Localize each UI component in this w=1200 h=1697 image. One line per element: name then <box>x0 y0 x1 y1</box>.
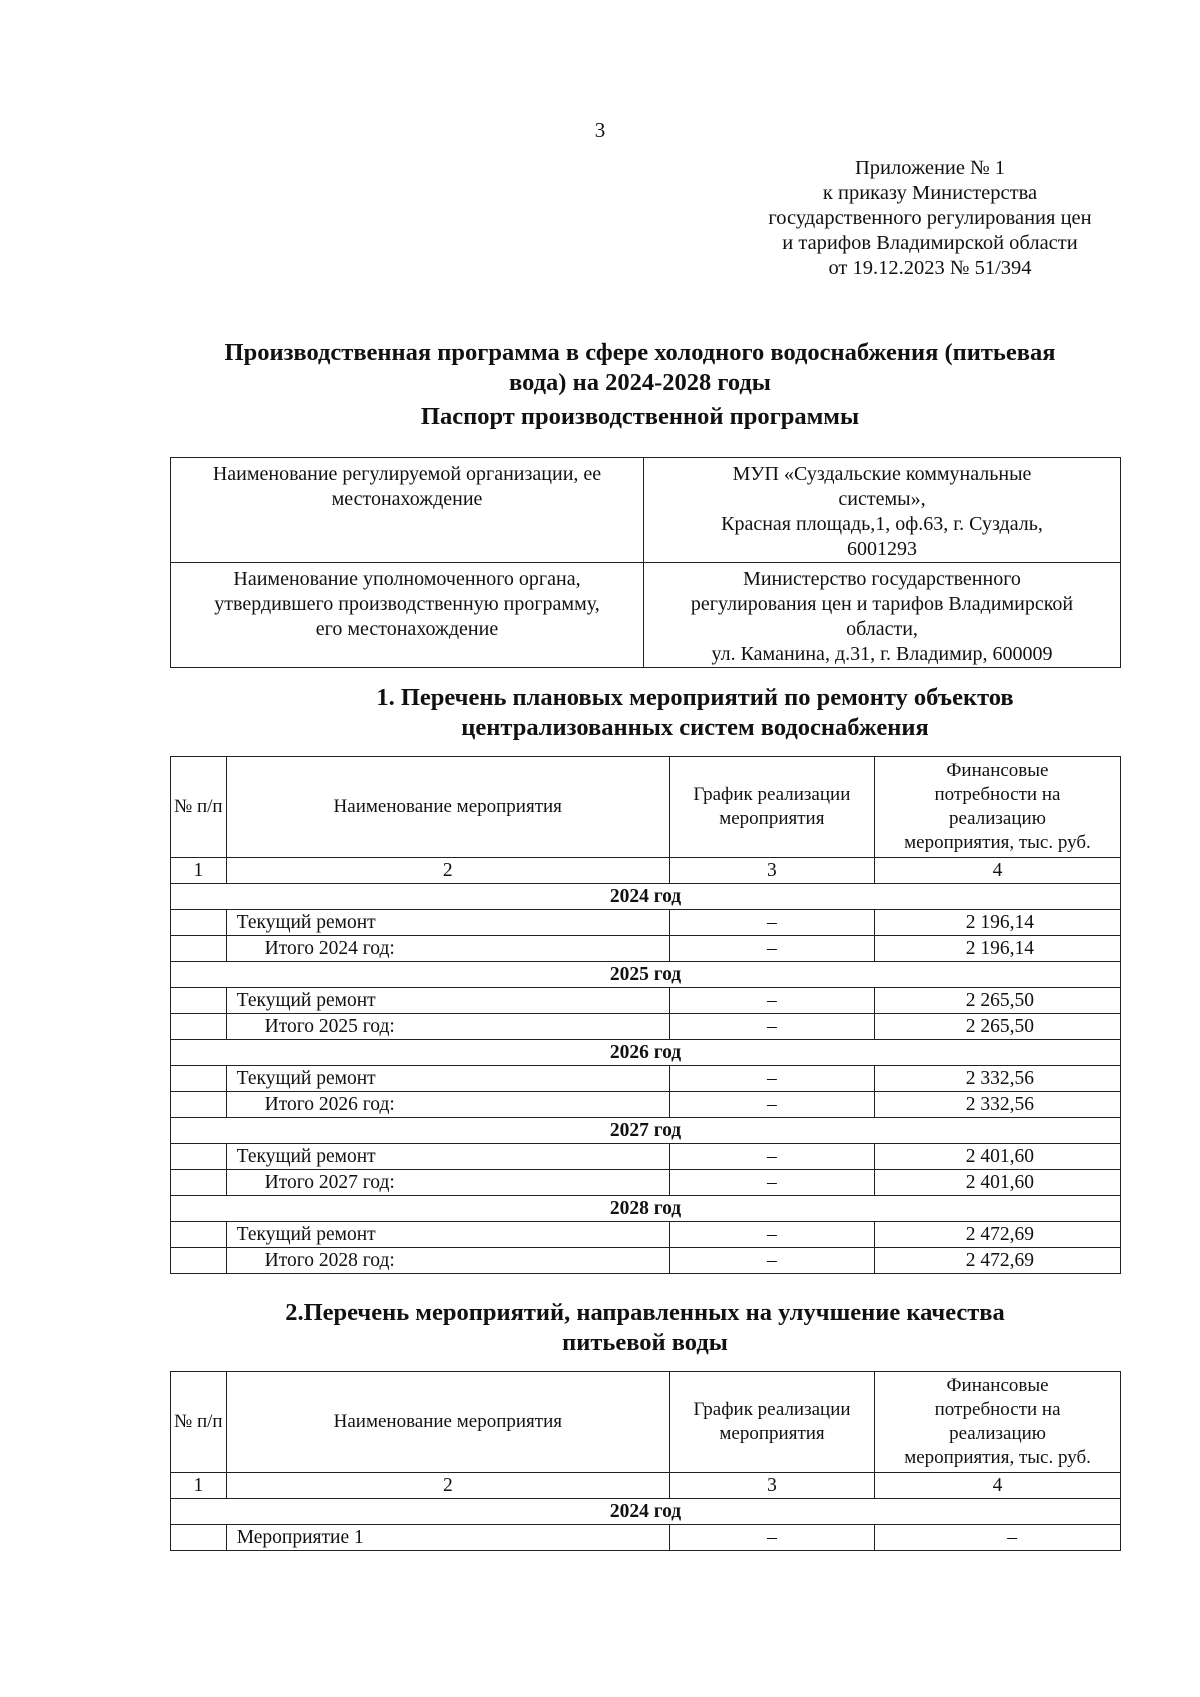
header-line: реализацию <box>949 808 1046 829</box>
header-line: мероприятия, тыс. руб. <box>904 832 1091 853</box>
header-line: График реализации <box>693 1399 851 1420</box>
total-amount: 2 472,69 <box>874 1248 1120 1274</box>
activity-amount: 2 265,50 <box>874 988 1120 1014</box>
activity-schedule: – <box>669 1066 874 1092</box>
activity-schedule: – <box>669 1144 874 1170</box>
total-schedule: – <box>669 1248 874 1274</box>
activity-name: Текущий ремонт <box>226 910 669 936</box>
year-row <box>171 884 1121 910</box>
total-amount: 2 265,50 <box>874 1014 1120 1040</box>
total-schedule: – <box>669 1170 874 1196</box>
col-number: 3 <box>669 1473 874 1499</box>
value-line: регулирования цен и тарифов Владимирской <box>690 593 1074 615</box>
total-label: Итого 2027 год: <box>226 1170 669 1196</box>
header-line: График реализации <box>693 784 851 805</box>
column-number-row <box>171 1473 1121 1499</box>
appendix-line: государственного регулирования цен <box>768 207 1092 229</box>
year-row <box>171 1499 1121 1525</box>
col-number: 3 <box>669 858 874 884</box>
year-label: 2028 год <box>171 1196 1121 1222</box>
year-row <box>171 1118 1121 1144</box>
section1-title <box>260 683 1130 743</box>
activity-amount: 2 196,14 <box>874 910 1120 936</box>
section-title-line: 2.Перечень мероприятий, направленных на улучшение качества <box>285 1299 1005 1326</box>
header-line: мероприятия <box>719 1423 825 1444</box>
total-row <box>171 1092 1121 1118</box>
year-label: 2024 год <box>171 884 1121 910</box>
activity-name: Текущий ремонт <box>226 988 669 1014</box>
section-title-line: 1. Перечень плановых мероприятий по ремонту объектов <box>376 684 1014 711</box>
header-num: № п/п <box>171 1372 227 1473</box>
activity-schedule: – <box>669 1525 874 1551</box>
header-line: потребности на <box>934 784 1061 805</box>
passport-row <box>171 458 1121 563</box>
total-label: Итого 2024 год: <box>226 936 669 962</box>
year-row <box>171 1040 1121 1066</box>
appendix-block <box>735 156 1125 281</box>
appendix-line: к приказу Министерства <box>822 182 1038 204</box>
passport-row <box>171 563 1121 668</box>
value-line: системы», <box>838 488 926 510</box>
year-label: 2025 год <box>171 962 1121 988</box>
total-row <box>171 1170 1121 1196</box>
year-row <box>171 962 1121 988</box>
value-line: Красная площадь,1, оф.63, г. Суздаль, <box>721 513 1043 535</box>
section-title-line: питьевой воды <box>562 1329 728 1356</box>
appendix-line: Приложение № 1 <box>854 157 1006 179</box>
total-schedule: – <box>669 936 874 962</box>
header-line: мероприятия, тыс. руб. <box>904 1447 1091 1468</box>
activity-name: Текущий ремонт <box>226 1066 669 1092</box>
appendix-line: и тарифов Владимирской области <box>782 232 1078 254</box>
label-line: Наименование уполномоченного органа, <box>233 568 581 590</box>
total-label: Итого 2026 год: <box>226 1092 669 1118</box>
year-label: 2024 год <box>171 1499 1121 1525</box>
activity-amount: 2 401,60 <box>874 1144 1120 1170</box>
header-line: Финансовые <box>946 1375 1049 1396</box>
passport-value <box>644 563 1121 668</box>
title-line: вода) на 2024-2028 годы <box>509 369 771 396</box>
appendix-line: от 19.12.2023 № 51/394 <box>828 257 1032 279</box>
value-line: 6001293 <box>847 538 917 560</box>
header-name: Наименование мероприятия <box>226 1372 669 1473</box>
total-amount: 2 332,56 <box>874 1092 1120 1118</box>
section-title-line: централизованных систем водоснабжения <box>461 714 929 741</box>
col-number: 2 <box>226 1473 669 1499</box>
total-amount: 2 401,60 <box>874 1170 1120 1196</box>
header-finance <box>875 1372 1121 1473</box>
total-schedule: – <box>669 1014 874 1040</box>
activity-name: Мероприятие 1 <box>226 1525 669 1551</box>
total-row <box>171 1248 1121 1274</box>
total-row <box>171 1014 1121 1040</box>
header-line: Финансовые <box>946 760 1049 781</box>
header-num: № п/п <box>171 757 227 858</box>
table-row <box>171 1525 1121 1551</box>
header-line: потребности на <box>934 1399 1061 1420</box>
activity-name: Текущий ремонт <box>226 1222 669 1248</box>
total-label: Итого 2028 год: <box>226 1248 669 1274</box>
value-line: области, <box>846 618 918 640</box>
year-label: 2027 год <box>171 1118 1121 1144</box>
passport-table <box>170 457 1121 668</box>
water-quality-activities-table <box>170 1371 1121 1551</box>
activity-name: Текущий ремонт <box>226 1144 669 1170</box>
table-row <box>171 1222 1121 1248</box>
col-number: 4 <box>874 858 1120 884</box>
activity-schedule: – <box>669 988 874 1014</box>
passport-value <box>644 458 1121 563</box>
passport-label <box>171 563 644 668</box>
label-line: утвердившего производственную программу, <box>214 593 600 615</box>
col-number: 1 <box>171 858 227 884</box>
table-header-row <box>171 1372 1121 1473</box>
table-row <box>171 1144 1121 1170</box>
header-name: Наименование мероприятия <box>226 757 669 858</box>
total-label: Итого 2025 год: <box>226 1014 669 1040</box>
table-row <box>171 1066 1121 1092</box>
passport-title: Паспорт производственной программы <box>420 403 860 430</box>
repair-activities-table <box>170 756 1121 1274</box>
header-finance <box>874 757 1120 858</box>
total-row <box>171 936 1121 962</box>
column-number-row <box>171 858 1121 884</box>
value-line: ул. Каманина, д.31, г. Владимир, 600009 <box>711 643 1053 665</box>
header-line: мероприятия <box>719 808 825 829</box>
header-schedule <box>669 1372 874 1473</box>
activity-amount: 2 472,69 <box>874 1222 1120 1248</box>
col-number: 1 <box>171 1473 227 1499</box>
page-number: 3 <box>594 118 606 142</box>
year-row <box>171 1196 1121 1222</box>
activity-amount: 2 332,56 <box>874 1066 1120 1092</box>
table-header-row <box>171 757 1121 858</box>
value-line: МУП «Суздальские коммунальные <box>732 463 1032 485</box>
col-number: 4 <box>875 1473 1121 1499</box>
table-row <box>171 910 1121 936</box>
header-line: реализацию <box>949 1423 1046 1444</box>
activity-schedule: – <box>669 910 874 936</box>
title-line: Производственная программа в сфере холодного водоснабжения (питьевая <box>224 339 1056 366</box>
activity-schedule: – <box>669 1222 874 1248</box>
year-label: 2026 год <box>171 1040 1121 1066</box>
label-line: его местонахождение <box>315 618 499 640</box>
total-amount: 2 196,14 <box>874 936 1120 962</box>
section2-title <box>170 1298 1120 1358</box>
activity-amount: – <box>875 1525 1121 1551</box>
table-row <box>171 988 1121 1014</box>
col-number: 2 <box>226 858 669 884</box>
header-schedule <box>669 757 874 858</box>
value-line: Министерство государственного <box>743 568 1021 590</box>
document-title <box>160 338 1120 398</box>
passport-label: Наименование регулируемой организации, ее местонахождение <box>171 458 644 563</box>
total-schedule: – <box>669 1092 874 1118</box>
